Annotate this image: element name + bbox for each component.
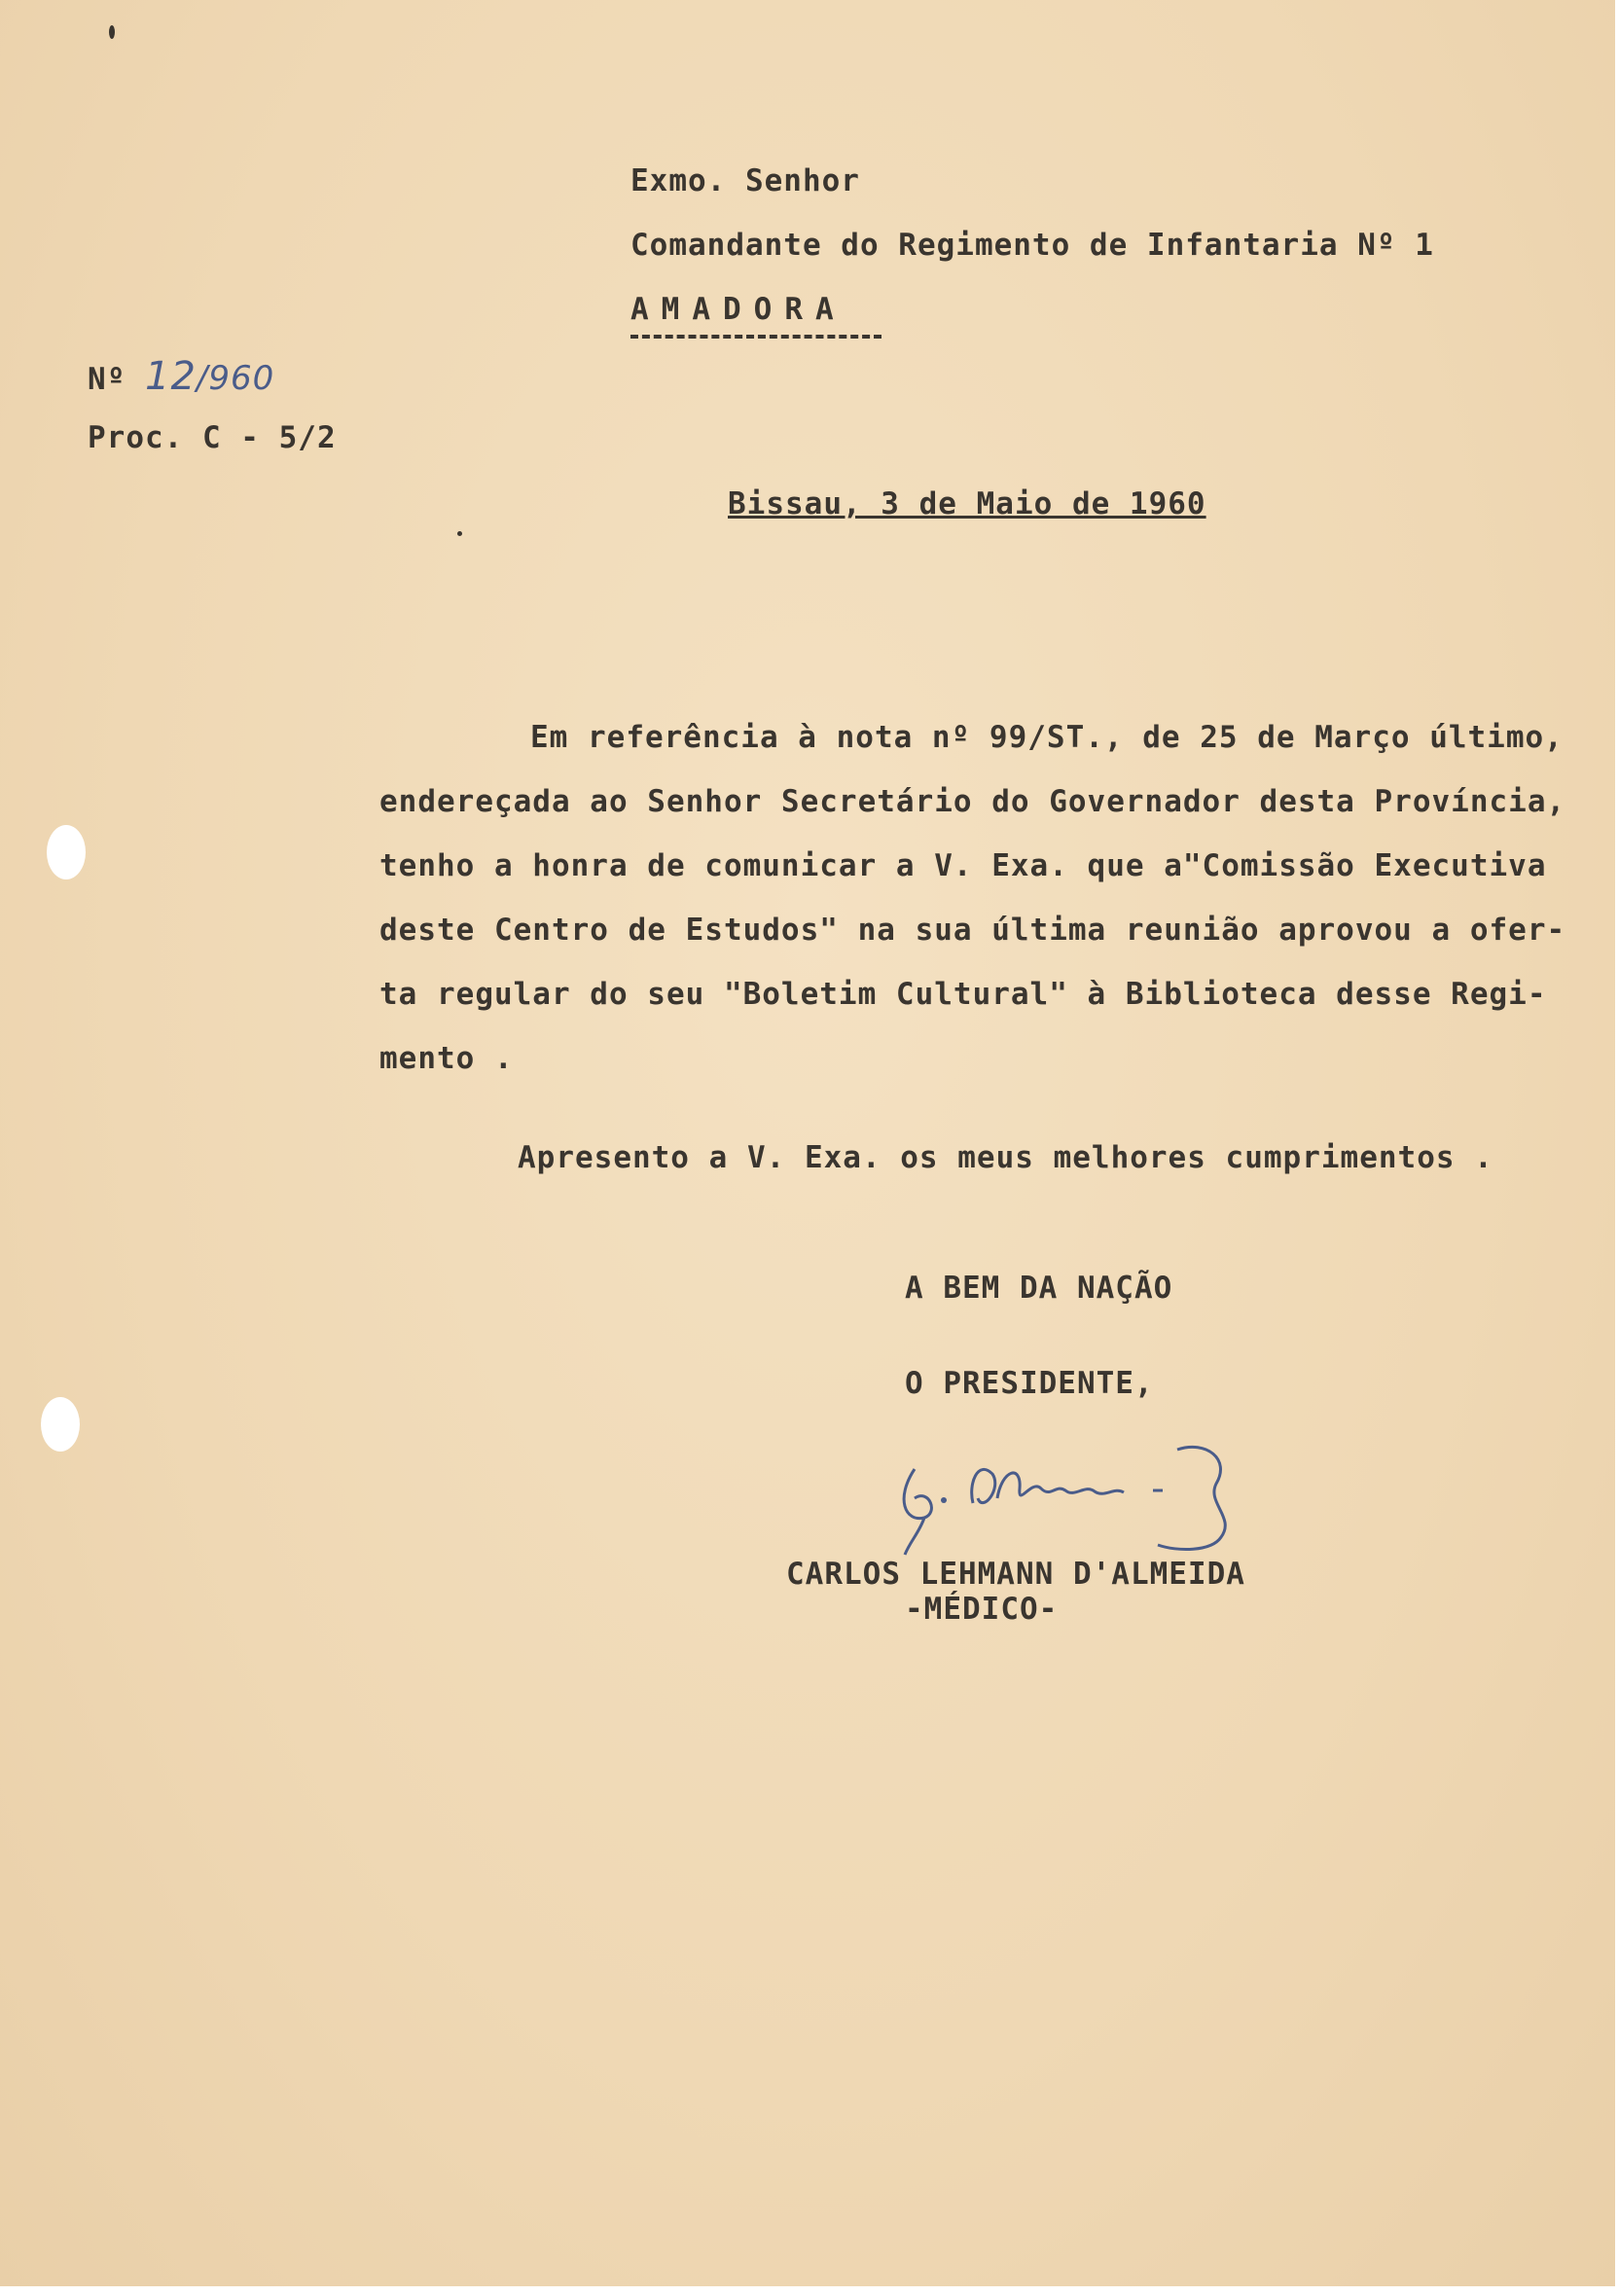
signatory-profession: -MÉDICO- [905,1592,1059,1627]
punch-hole-top [47,825,86,879]
body-line: ta regular do seu "Boletim Cultural" à Biblioteca desse Regi- [379,977,1547,1012]
punch-hole-bottom [41,1397,80,1452]
body-line: mento . [379,1041,514,1076]
motto: A BEM DA NAÇÃO [905,1271,1173,1306]
body-line: endereçada ao Senhor Secretário do Governador desta Província, [379,784,1566,819]
body-line: deste Centro de Estudos" na sua última reunião aprovou a ofer- [379,913,1566,948]
page-edge-right [1615,0,1619,2296]
ink-speck [457,531,462,536]
page-edge-bottom [0,2286,1619,2296]
body-line: Em referência à nota nº 99/ST., de 25 de Março último, [530,720,1564,755]
signatory-title: O PRESIDENTE, [905,1366,1154,1401]
salutation: Exmo. Senhor [630,163,860,198]
closing-line: Apresento a V. Exa. os meus melhores cumprimentos . [518,1140,1493,1175]
recipient-city: AMADORA [630,292,846,327]
body-line: tenho a honra de comunicar a V. Exa. que a"Comissão Executiva [379,848,1547,883]
reference-number-suffix: /960 [196,359,275,398]
handwritten-signature [885,1430,1313,1566]
letter-date: Bissau, 3 de Maio de 1960 [728,486,1206,521]
signatory-name: CARLOS LEHMANN D'ALMEIDA [786,1557,1245,1592]
reference-number-handwritten: 12 [145,354,197,399]
recipient: Comandante do Regimento de Infantaria Nº 1 [630,228,1434,263]
city-underline [630,335,881,339]
ink-speck [109,25,115,39]
process-reference: Proc. C - 5/2 [88,420,337,455]
reference-number-prefix: Nº [88,362,145,397]
reference-number [88,354,274,399]
